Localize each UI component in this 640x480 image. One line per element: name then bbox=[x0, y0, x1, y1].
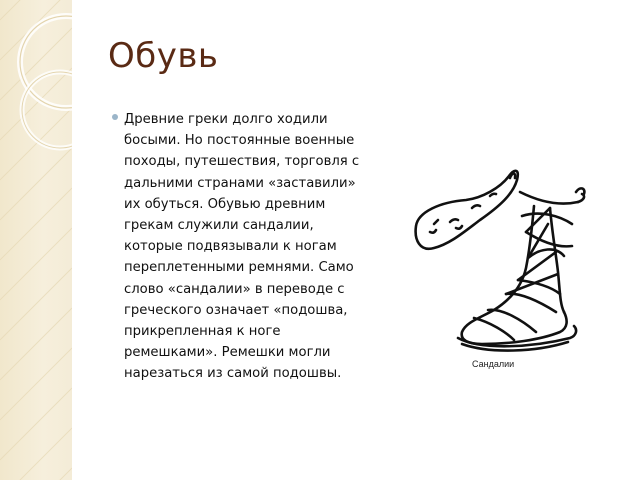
body-paragraph: Древние греки долго ходили босыми. Но постоянные военные походы, путешествия, торговля с дальними странами «заставили» их обуться. Обувью древним грекам служили сандалии, которые подвязывали к ногам переплетенными ремнями. Само слово «сандалии» в переводе с греческого означает «подошва, прикрепленная к ноге ремешками». Ремешки могли нарезаться из самой подошвы. bbox=[124, 112, 360, 382]
sandals-drawing-icon bbox=[410, 162, 600, 384]
slide-title: Обувь bbox=[108, 36, 219, 76]
decorative-circles-icon bbox=[0, 0, 72, 480]
decorative-left-band bbox=[0, 0, 72, 480]
bullet-item bbox=[112, 108, 362, 384]
body-bullet-list bbox=[112, 108, 362, 384]
image-caption: Сандалии bbox=[472, 359, 515, 369]
sandals-illustration bbox=[410, 162, 600, 384]
bullet-icon bbox=[112, 114, 118, 120]
